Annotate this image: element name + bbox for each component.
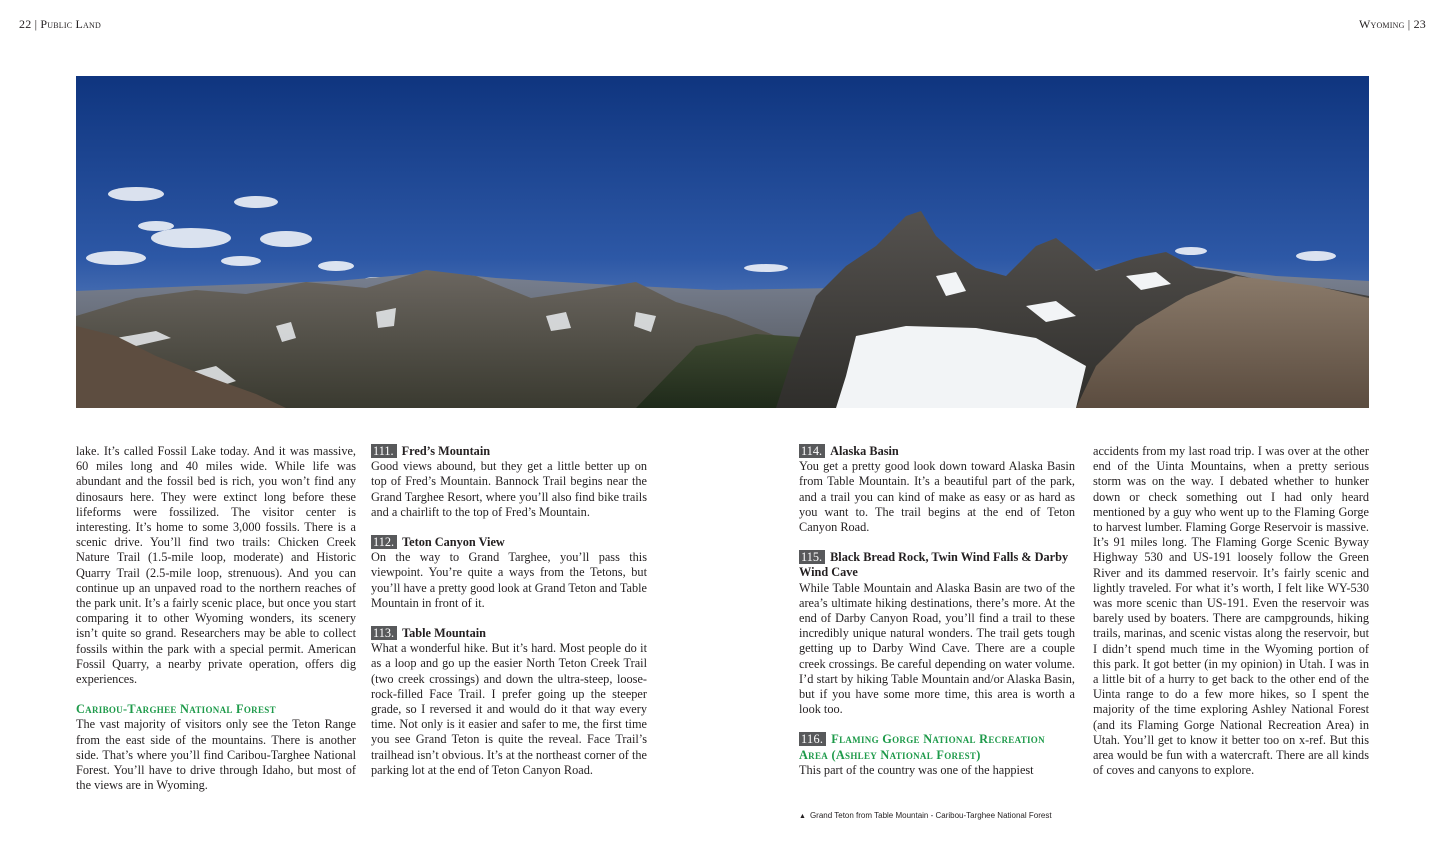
body-paragraph: accidents from my last road trip. I was over at the other end of the Uinta Mountains, when a pretty serious storm was on the way. I debated whether to hunker down or check something out I had only heard mentioned by a guy who went up to the Flaming Gorge to harvest lumber. Flaming Gorge Reservoir is massive. It’s 91 miles long. The Flaming Gorge Scenic Byway Highway 530 and US-191 loosely follow the Green River and its dammed reservoir. It’s fairly scenic and lightly traveled. For what it’s worth, I felt like WY-530 was more scenic than US-191. Even the reservoir was barely used by boaters. There are campgrounds, hiking trails, marinas, and scenic vistas along the reservoir, but I didn’t spend much time in the Wyoming portion of this park. It got better (in my opinion) in Utah. I was in a little bit of a hurry to get back to the other end of the Uinta range to do a few more hikes, so I spent the majority of the time exploring Ashley National Forest (and its Flaming Gorge National Recreation Area) in Utah. You’ll get to know it better too on x-ref. But this area would be fun with a watercraft. There are all kinds of coves and canyons to explore. xyxy=(1093,444,1369,778)
entry-body: What a wonderful hike. But it’s hard. Most people do it as a loop and go up the easier North Teton Creek Trail (two creek crossings) and down the ultra-steep, loose-rock-filled Face Trail. I prefer going up the steeper grade, so I reversed it and would do it that way every time. Not only is it easier and safer to me, the first time you see Grand Teton is quite the reveal. Face Trail’s trailhead isn’t obvious. It’s at the northeast corner of the parking lot at the end of Teton Canyon Road. xyxy=(371,641,647,777)
entry-heading xyxy=(799,732,1075,762)
entry-heading xyxy=(799,444,1075,459)
entry-body: Good views abound, but they get a little better up on top of Fred’s Mountain. Bannock Trail begins near the Grand Targhee Resort, where you’ll also find bike trails and a chairlift to the top of Fred’s Mountain. xyxy=(371,459,647,519)
entry-number-badge: 111. xyxy=(371,444,397,458)
entry-number-badge: 114. xyxy=(799,444,825,458)
text-column-2 xyxy=(371,444,647,778)
entry-114 xyxy=(799,444,1075,535)
entry-number-badge: 116. xyxy=(799,732,826,746)
body-paragraph: The vast majority of visitors only see the Teton Range from the east side of the mountains. There is another side. That’s where you’ll find Caribou-Targhee National Forest. You’ll have to drive through Idaho, but most of the views are in Wyoming. xyxy=(76,717,356,793)
separator: | xyxy=(1407,17,1411,31)
page-number-right: 23 xyxy=(1413,17,1426,31)
entry-113 xyxy=(371,626,647,778)
entry-116 xyxy=(799,732,1075,778)
chapter-title: Wyoming xyxy=(1358,17,1405,31)
entry-112 xyxy=(371,535,647,611)
text-column-4 xyxy=(1093,444,1369,778)
entry-body: You get a pretty good look down toward Alaska Basin from Table Mountain. It’s a beautiful part of the park, and a trail you can kind of make as easy or as hard as you want to. The trail begins at the end of Teton Canyon Road. xyxy=(799,459,1075,535)
entry-body: While Table Mountain and Alaska Basin are two of the area’s ultimate hiking destinations, there’s more. At the end of Darby Canyon Road, you’ll find a trail to these incredibly unique natural wonders. The trail gets tough getting up to Darby Wind Cave. There are a couple creek crossings. Be careful depending on water volume. I’d start by hiking Table Mountain and/or Alaska Basin, but if you have some more time, this area is worth a look too. xyxy=(799,580,1075,717)
entry-body: On the way to Grand Targhee, you’ll pass this viewpoint. You’re quite a ways from the Tetons, but you’ll have a pretty good look at Grand Teton and Table Mountain in front of it. xyxy=(371,550,647,610)
caption-marker-icon: ▲ xyxy=(799,813,806,820)
entry-heading xyxy=(371,444,647,459)
entry-title: Flaming Gorge National Recreation Area (Ashley National Forest) xyxy=(799,732,1045,762)
entry-title: Black Bread Rock, Twin Wind Falls & Darby Wind Cave xyxy=(799,550,1069,580)
body-paragraph: lake. It’s called Fossil Lake today. And it was massive, 60 miles long and 40 miles wide. While life was abundant and the fossil bed is rich, you won’t find any dinosaurs here. They were extinct long before these lifeforms were fossilized. The visitor center is interesting. It’s home to some 3,000 fossils. There is a scenic drive. You’ll find two trails: Chicken Creek Nature Trail (1.5-mile loop, moderate) and Historic Quarry Trail (2.5-mile loop, strenuous). And you can continue up an unpaved road to the northern reaches of the park unit. It’s a fairly scenic place, but once you start comparing it to other Wyoming wonders, its scenery isn’t quite so grand. Researchers may be able to collect fossils within the park with a special permit. American Fossil Quarry, a nearby private operation, offers dig experiences. xyxy=(76,444,356,687)
page-number-left: 22 xyxy=(19,17,32,31)
panorama-photo xyxy=(76,76,1369,408)
entry-title: Teton Canyon View xyxy=(402,535,505,550)
running-head-right xyxy=(1359,17,1426,32)
entry-heading xyxy=(371,626,647,641)
entry-heading xyxy=(371,535,647,550)
entry-title: Table Mountain xyxy=(402,626,487,641)
entry-number-badge: 113. xyxy=(371,626,397,640)
caption-text: Grand Teton from Table Mountain - Caribou-Targhee National Forest xyxy=(809,811,1052,820)
entry-number-badge: 115. xyxy=(799,550,825,564)
running-head-left xyxy=(19,17,101,32)
book-title: Public Land xyxy=(40,17,101,31)
text-column-1 xyxy=(76,444,356,793)
entry-heading xyxy=(799,550,1075,580)
entry-number-badge: 112. xyxy=(371,535,397,549)
entry-body: This part of the country was one of the happiest xyxy=(799,762,1034,777)
entry-115 xyxy=(799,550,1075,717)
entry-111 xyxy=(371,444,647,520)
separator: | xyxy=(34,17,38,31)
photo-caption xyxy=(799,811,1052,820)
entry-title: Fred’s Mountain xyxy=(401,444,491,458)
mountain-panorama-image xyxy=(76,76,1369,408)
entry-title: Alaska Basin xyxy=(830,444,899,458)
section-heading: Caribou-Targhee National Forest xyxy=(76,702,276,717)
text-column-3 xyxy=(799,444,1075,778)
